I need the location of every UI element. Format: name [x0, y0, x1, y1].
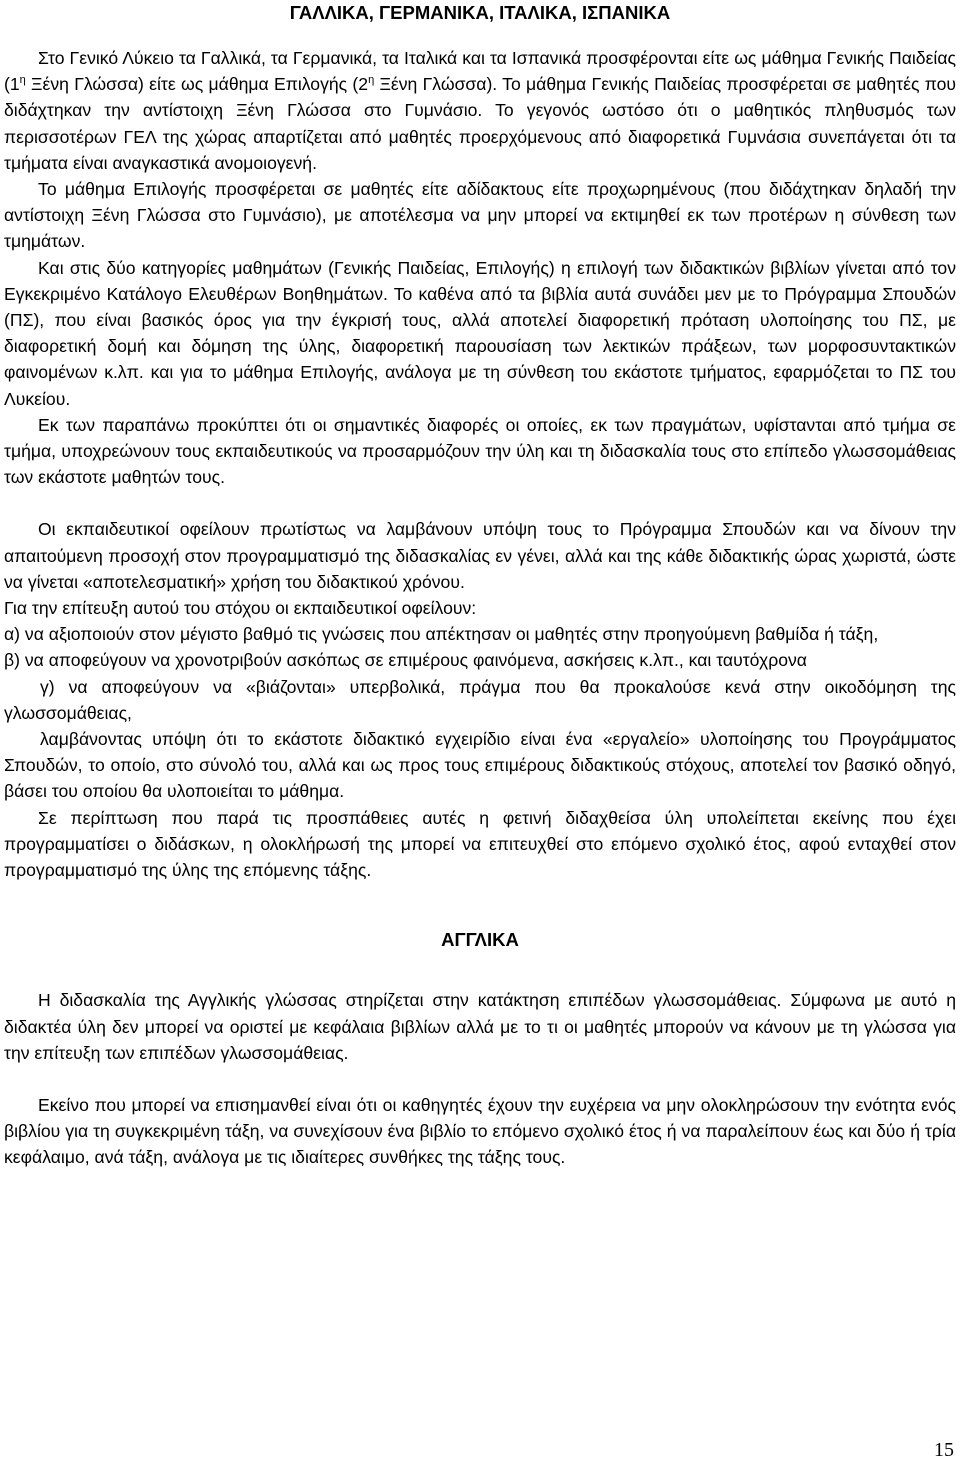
spacer — [4, 25, 956, 45]
spacer — [4, 1066, 956, 1092]
text-run: Ξένη Γλώσσα) είτε ως μάθημα Επιλογής (2 — [25, 74, 369, 95]
paragraph-remaining-material: Σε περίπτωση που παρά τις προσπάθειες αυτές η φετινή διδαχθείσα ύλη υπολείπεται εκείνης που έχει προγραμματίσει ο διδάσκων, η ολοκλήρωσή της μπορεί να επιτευχθεί στο επόμενο σχολικό έτος, αφού ενταχθεί στον προγραμματισμό της ύλης της επόμενης τάξης. — [4, 807, 956, 881]
paragraph-goal-intro: Για την επίτευξη αυτού του στόχου οι εκπαιδευτικοί οφείλουν: — [4, 598, 477, 619]
paragraph-elective-course: Το μάθημα Επιλογής προσφέρεται σε μαθητές είτε αδίδακτους είτε προχωρημένους (που διδάχτηκαν δηλαδή την αντίστοιχη Ξένη Γλώσσα στο Γυμνάσιο), με αποτέλεσμα να μην μπορεί να εκτιμηθεί εκ των προτέρων η σύνθεση των τμημάτων. — [4, 179, 956, 252]
list-item-b: β) να αποφεύγουν να χρονοτριβούν ασκόπως σε επιμέρους φαινόμενα, ασκήσεις κ.λπ., και ταυτόχρονα — [4, 650, 807, 671]
heading-english: ΑΓΓΛΙΚΑ — [441, 929, 519, 951]
list-item-c: γ) να αποφεύγουν να «βιάζονται» υπερβολικά, πράγμα που θα προκαλούσε κενά στην οικοδόμηση της γλωσσομάθειας, — [4, 676, 956, 723]
paragraph-textbook-tool: λαμβάνοντας υπόψη ότι το εκάστοτε διδακτικό εγχειρίδιο είναι ένα «εργαλείο» υλοποίησης του Προγράμματος Σπουδών, το οποίο, στο σύνολό του, αλλά και ως προς τους επιμέρους διδακτικούς στόχους, αποτελεί τον βασικό οδηγό, βάσει του οποίου θα υλοποιείται το μάθημα. — [4, 729, 956, 802]
superscript-ordinal: η — [19, 74, 26, 87]
page-number: 15 — [934, 1439, 954, 1461]
superscript-ordinal: η — [368, 74, 375, 87]
paragraph-teachers-obligations: Οι εκπαιδευτικοί οφείλουν πρωτίστως να λαμβάνουν υπόψη τους το Πρόγραμμα Σπουδών και να δίνουν την απαιτούμενη προσοχή στον προγραμματισμό της διδασκαλίας εν γένει, αλλά και της κάθε διδακτικής ώρας χωριστά, ώστε να γίνεται «αποτελεσματική» χρήση του διδακτικού χρόνου. — [4, 519, 956, 592]
paragraph-differences: Εκ των παραπάνω προκύπτει ότι οι σημαντικές διαφορές οι οποίες, εκ των πραγμάτων, υφίστανται από τμήμα σε τμήμα, υποχρεώνουν τους εκπαιδευτικούς να προσαρμόζουν την ύλη και τη διδασκαλία τους στο επίπεδο γλωσσομάθειας των εκάστοτε μαθητών τους. — [4, 414, 956, 488]
text-run: Ξένη Γλώσσα). Το μάθημα Γενικής Παιδείας προσφέρεται σε μαθητές που διδάχτηκαν την αντίστοιχη Ξένη Γλώσσα στο Γυμνάσιο. Το γεγονός ωστόσο ότι ο μαθητικός πληθυσμός των περισσοτέρων ΓΕΛ της χώρας απαρτίζεται από μαθητές προερχόμενους από διαφορετικά Γυμνάσια συνεπάγεται ότι τα τμήματα είναι αναγκαστικά ανομοιογενή. — [4, 74, 957, 173]
paragraph-textbooks: Και στις δύο κατηγορίες μαθημάτων (Γενικής Παιδείας, Επιλογής) η επιλογή των διδακτικών βιβλίων γίνεται από τον Εγκεκριμένο Κατάλογο Ελευθέρων Βοηθημάτων. Το καθένα από τα βιβλία αυτά συνάδει μεν με το Πρόγραμμα Σπουδών (ΠΣ), που είναι βασικός όρος για την έγκρισή τους, αλλά αποτελεί διαφορετική πρόταση υλοποίησης του ΠΣ, με διαφορετική δομή και δόμηση της ύλης, διαφορετική παρουσίαση των λεκτικών πράξεων, των μορφοσυντακτικών φαινομένων κ.λπ. και για το μάθημα Επιλογής, ανάλογα με τη σύνθεση του εκάστοτε τμήματος, εφαρμόζεται το ΠΣ του Λυκείου. — [4, 257, 956, 409]
text-run: Στο Γενικό Λύκειο τα Γαλλικά, τα Γερμανικά, τα Ιταλικά και τα Ισπανικά προσφέρονται είτε ως μάθημα Γενικής Παιδείας (1 — [4, 48, 956, 95]
list-item-a: α) να αξιοποιούν στον μέγιστο βαθμό τις γνώσεις που απέκτησαν οι μαθητές στην προηγούμενη βαθμίδα ή τάξη, — [4, 624, 879, 645]
spacer — [4, 883, 956, 927]
heading-languages: ΓΑΛΛΙΚΑ, ΓΕΡΜΑΝΙΚΑ, ΙΤΑΛΙΚΑ, ΙΣΠΑΝΙΚΑ — [289, 2, 671, 23]
spacer — [4, 953, 956, 987]
paragraph-english-teaching: Η διδασκαλία της Αγγλικής γλώσσας στηρίζεται στην κατάκτηση επιπέδων γλωσσομάθειας. Σύμφωνα με αυτό η διδακτέα ύλη δεν μπορεί να οριστεί με κεφάλαια βιβλίων αλλά με το τι οι μαθητές μπορούν να κάνουν με τη γλώσσα για την επίτευξη των επιπέδων γλωσσομάθειας. — [4, 990, 956, 1063]
paragraph-general-lyceum — [4, 45, 956, 176]
spacer — [4, 490, 956, 516]
paragraph-english-flexibility: Εκείνο που μπορεί να επισημανθεί είναι ότι οι καθηγητές έχουν την ευχέρεια να μην ολοκληρώσουν την ενότητα ενός βιβλίου για τη συγκεκριμένη τάξη, να συνεχίσουν ένα βιβλίο το επόμενο σχολικό έτος ή να παραλείπουν έως και δύο ή τρία κεφάλαιμο, ανά τάξη, ανάλογα με τις ιδιαίτερες συνθήκες της τάξης τους. — [4, 1094, 956, 1168]
page-content — [4, 0, 956, 1171]
